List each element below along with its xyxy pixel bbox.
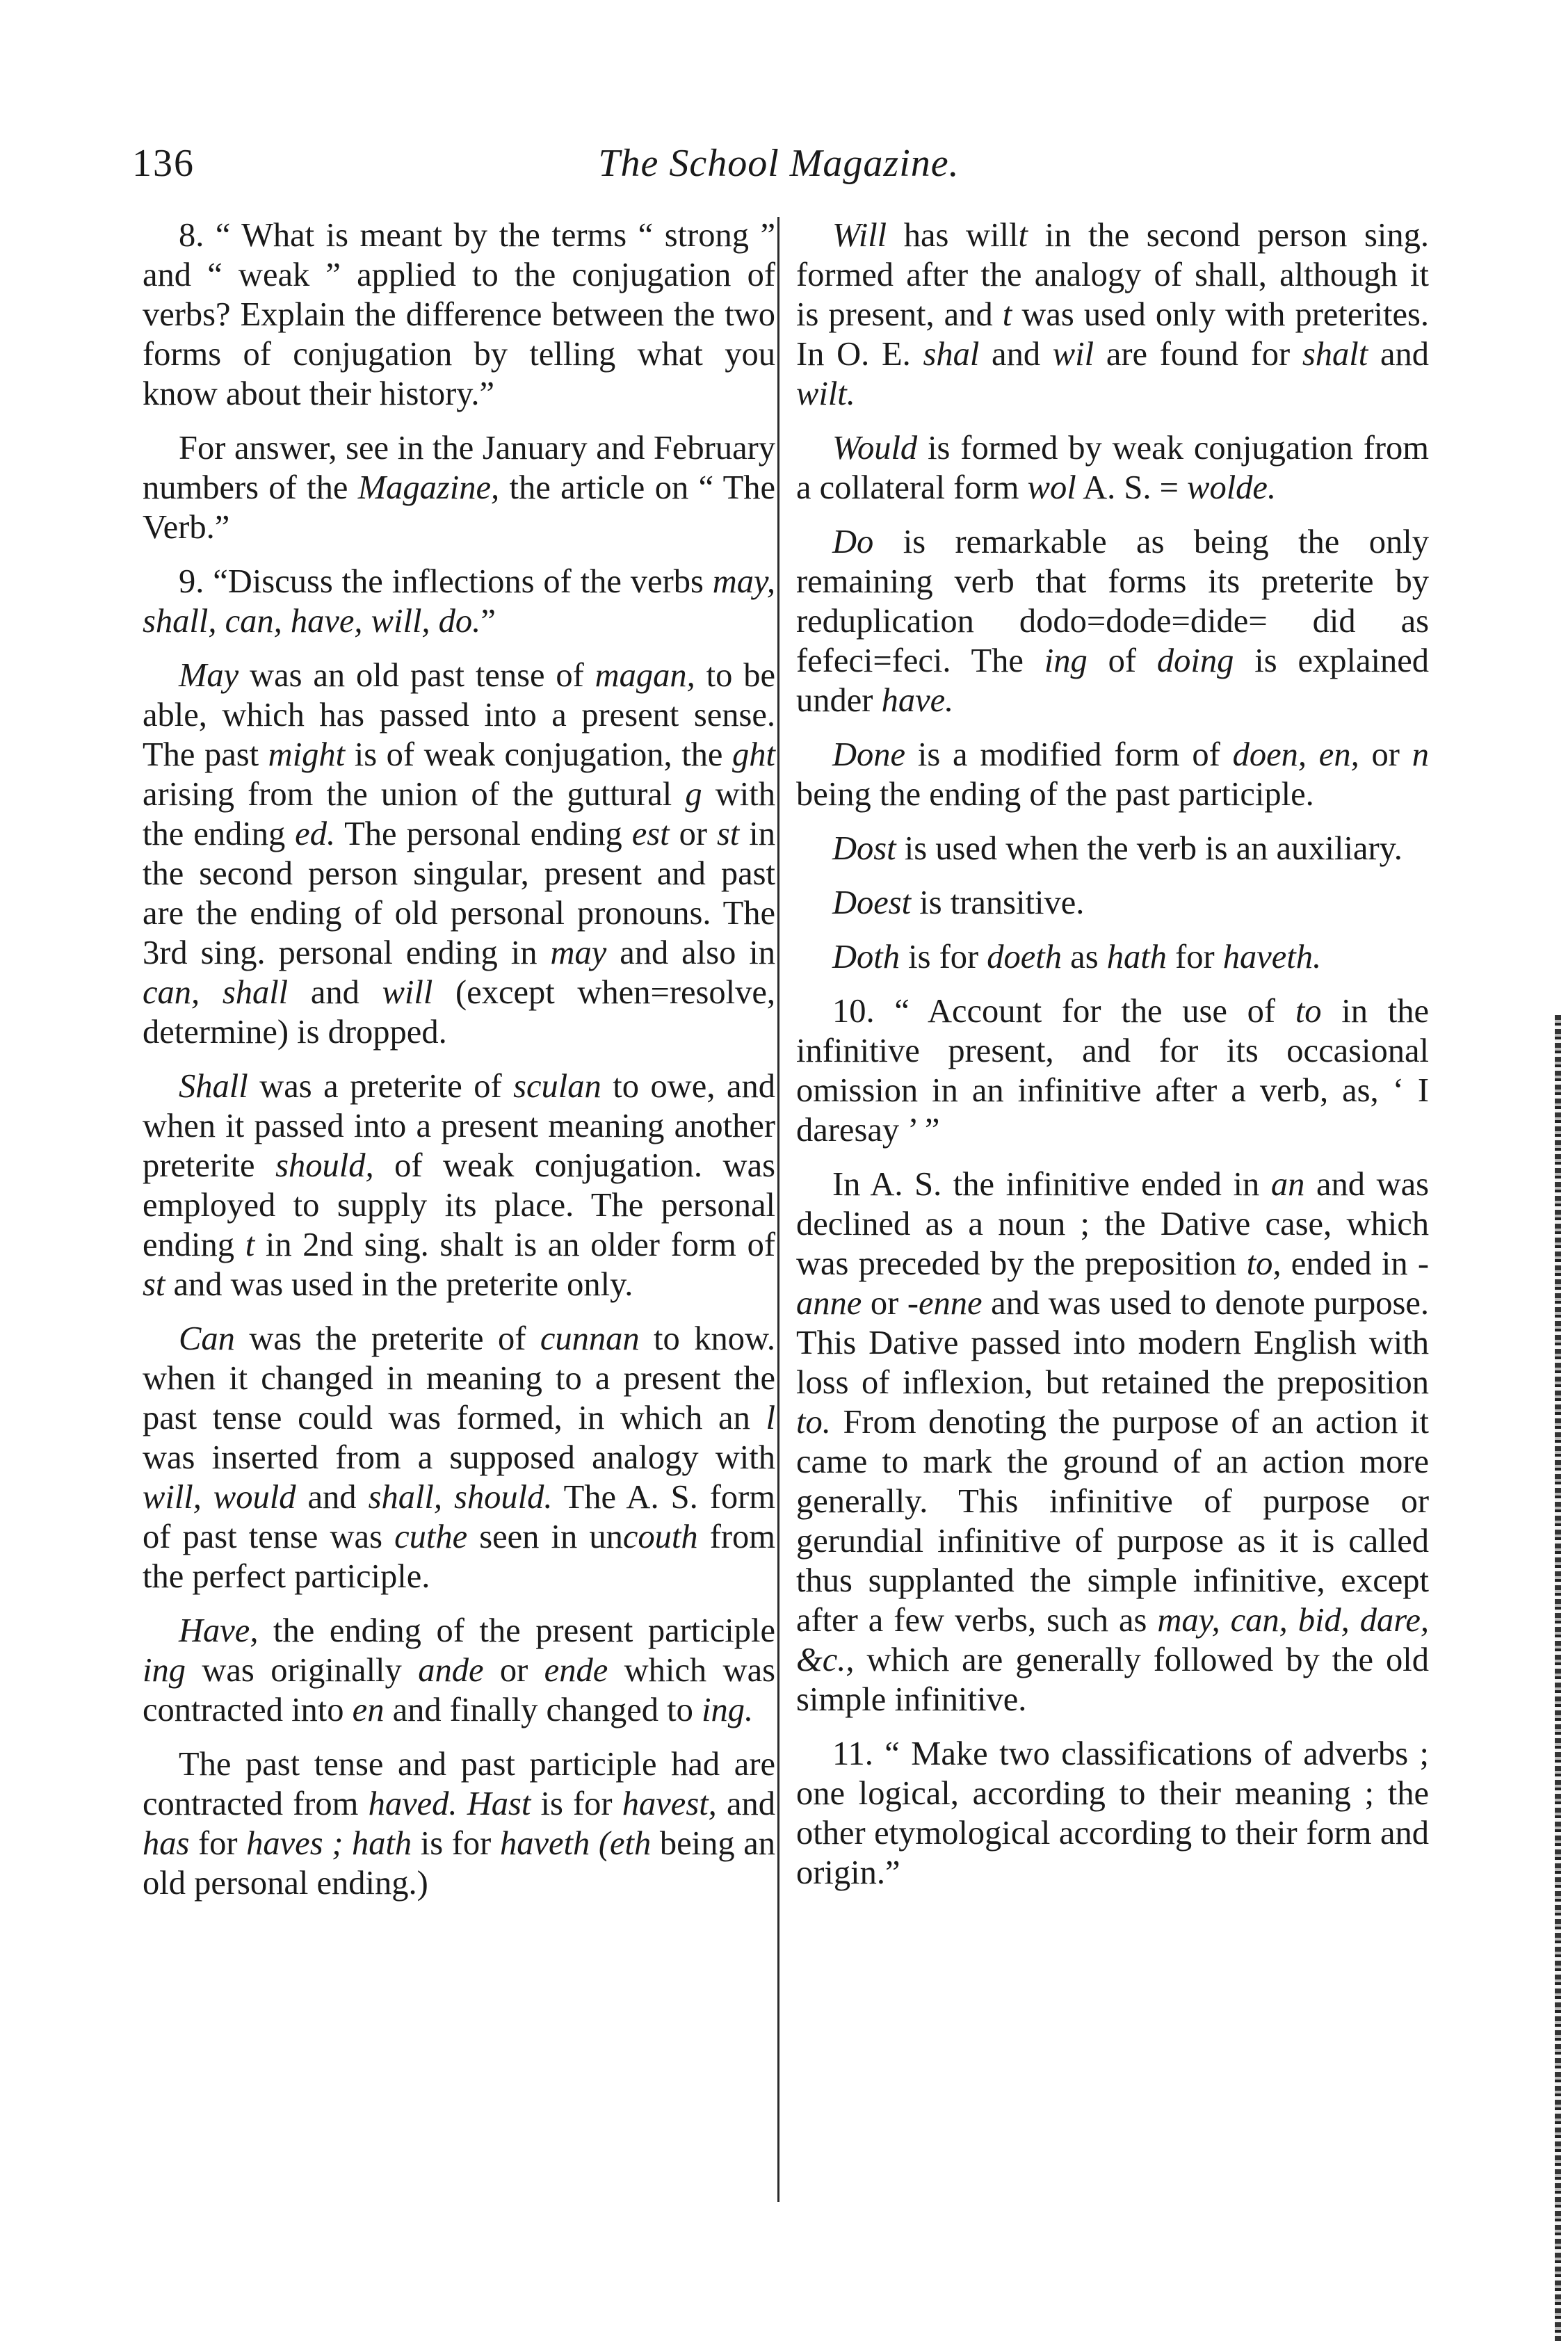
- paragraph: [143, 1744, 775, 1903]
- italic-run: shall, should.: [368, 1479, 553, 1516]
- italic-run: Doth: [832, 939, 900, 975]
- text-run: to owe, and when it passed into a present meaning another preterite: [143, 1068, 775, 1184]
- italic-run: st: [716, 816, 740, 852]
- italic-run: ing: [1044, 642, 1088, 679]
- page-edge-scan-artifact: [1555, 1015, 1561, 2341]
- text-run: being the ending of the past participle.: [796, 776, 1314, 813]
- italic-run: Dost: [832, 830, 896, 867]
- italic-run: couth: [622, 1518, 698, 1555]
- paragraph: [796, 1165, 1429, 1719]
- text-run: of: [1087, 642, 1157, 679]
- italic-run: ght: [732, 736, 775, 773]
- italic-run: have.: [881, 682, 954, 719]
- paragraph: [143, 428, 775, 547]
- text-run: as: [1062, 939, 1107, 975]
- running-title: The School Magazine.: [598, 142, 960, 185]
- paragraph: [796, 428, 1429, 508]
- italic-run: st: [143, 1266, 165, 1303]
- italic-run: est: [631, 816, 670, 852]
- italic-run: g: [685, 776, 702, 813]
- italic-run: wilt.: [796, 375, 855, 412]
- text-run: has will: [887, 217, 1019, 254]
- italic-run: will: [382, 974, 433, 1011]
- paragraph: [796, 216, 1429, 414]
- italic-run: t: [245, 1226, 255, 1263]
- italic-run: haveth (eth: [499, 1825, 652, 1862]
- italic-run: haves ; hath: [246, 1825, 412, 1862]
- italic-run: ande: [418, 1652, 484, 1689]
- paragraph: [796, 1734, 1429, 1893]
- text-run: and: [296, 1479, 369, 1516]
- italic-run: -enne: [907, 1285, 983, 1322]
- text-run: or: [1359, 736, 1412, 773]
- italic-run: shal: [923, 336, 980, 373]
- paragraph: [143, 216, 775, 414]
- italic-run: ed.: [295, 816, 336, 852]
- italic-run: cunnan: [540, 1320, 640, 1357]
- italic-run: doing: [1156, 642, 1234, 679]
- text-run: is used when the verb is an auxiliary.: [896, 830, 1403, 867]
- text-run: 9. “Discuss the inflections of the verbs: [179, 563, 713, 600]
- paragraph: [796, 883, 1429, 923]
- italic-run: an: [1270, 1166, 1305, 1203]
- italic-run: to.: [796, 1404, 831, 1441]
- italic-run: Have,: [179, 1612, 259, 1649]
- italic-run: t: [1002, 296, 1012, 333]
- paragraph: [143, 1067, 775, 1304]
- italic-run: to,: [1246, 1245, 1282, 1282]
- page-number: 136: [132, 142, 195, 185]
- text-run: was used only with preterites. In O. E.: [796, 296, 1429, 373]
- italic-run: Can: [179, 1320, 235, 1357]
- paragraph: [796, 522, 1429, 720]
- italic-run: will, would: [143, 1479, 296, 1516]
- text-run: was inserted from a supposed analogy with: [143, 1439, 775, 1476]
- text-run: is transitive.: [911, 884, 1085, 921]
- italic-run: Doest: [832, 884, 912, 921]
- text-run: which are generally followed by the old simple infinitive.: [796, 1642, 1429, 1718]
- text-run: 11. “ Make two classifications of adverbs ; one logical, according to their meaning ; the other etymological according to their form and origin.”: [796, 1735, 1429, 1891]
- italic-run: might: [268, 736, 346, 773]
- text-run: In A. S. the infinitive ended in: [832, 1166, 1271, 1203]
- italic-run: may: [550, 934, 607, 971]
- text-run: is remarkable as being the only remaining verb that forms its preterite by reduplication dodo=dode=dide= did as fefeci=feci. The: [796, 524, 1429, 679]
- italic-run: wil: [1052, 336, 1094, 373]
- text-run: and was declined as a noun ; the Dative case, which was preceded by the preposition: [796, 1166, 1429, 1282]
- italic-run: Would: [832, 430, 918, 467]
- right-column: [796, 216, 1429, 1907]
- text-run: and finally changed to: [384, 1692, 702, 1728]
- italic-run: en: [352, 1692, 385, 1728]
- italic-run: doen, en,: [1232, 736, 1359, 773]
- text-run: and was used to denote purpose. This Dative passed into modern English with loss of inflexion, but retained the preposition: [796, 1285, 1429, 1401]
- text-run: is for: [412, 1825, 500, 1862]
- italic-run: doeth: [987, 939, 1062, 975]
- italic-run: haved. Hast: [368, 1785, 531, 1822]
- italic-run: haveth.: [1222, 939, 1322, 975]
- italic-run: shalt: [1302, 336, 1368, 373]
- italic-run: wolde.: [1187, 469, 1277, 506]
- text-run: or: [862, 1285, 907, 1322]
- paragraph: [143, 656, 775, 1052]
- italic-run: may, shall, can, have, will, do.: [143, 563, 775, 640]
- text-run: and: [979, 336, 1053, 373]
- italic-run: should,: [275, 1147, 374, 1184]
- italic-run: l: [766, 1400, 775, 1436]
- italic-run: Magazine,: [357, 469, 500, 506]
- italic-run: to: [1295, 993, 1322, 1030]
- paragraph: [143, 562, 775, 641]
- italic-run: Will: [832, 217, 887, 254]
- page-header: [132, 132, 1425, 195]
- text-run: (except when=resolve, determine) is dropped.: [143, 974, 775, 1051]
- text-run: The personal ending: [335, 816, 632, 852]
- paragraph: [796, 937, 1429, 977]
- italic-run: Done: [832, 736, 906, 773]
- text-run: the ending of the present participle: [258, 1612, 775, 1649]
- left-column: [143, 216, 775, 1918]
- italic-run: cuthe: [394, 1518, 468, 1555]
- italic-run: May: [179, 657, 239, 694]
- text-run: in the second person sing. formed after the analogy of shall, although it is present, and: [796, 217, 1429, 333]
- text-run: the article on “ The Verb.”: [143, 469, 775, 546]
- text-run: or: [483, 1652, 544, 1689]
- text-run: is for: [531, 1785, 622, 1822]
- paragraph: [143, 1611, 775, 1730]
- paragraph: [796, 991, 1429, 1150]
- text-run: seen in un: [467, 1518, 623, 1555]
- text-run: for: [189, 1825, 247, 1862]
- text-run: in the second person singular, present and past are the ending of old personal pronouns. The 3rd sing. personal ending in: [143, 816, 775, 971]
- text-run: A. S. =: [1076, 469, 1188, 506]
- text-run: is of weak conjugation, the: [345, 736, 733, 773]
- text-run: ”: [480, 603, 496, 640]
- text-run: is formed by weak conjugation from a collateral form: [796, 430, 1429, 506]
- text-run: is a modified form of: [905, 736, 1233, 773]
- text-run: From denoting the purpose of an action it came to mark the ground of an action more generally. This infinitive of purpose or gerundial infinitive of purpose as it is called thus supplanted the simple infinitive, except after a few verbs, such as: [796, 1404, 1429, 1639]
- italic-run: ing: [143, 1652, 186, 1689]
- text-run: to know. when it changed in meaning to a present the past tense could was formed, in which an: [143, 1320, 775, 1436]
- text-run: being an old personal ending.): [143, 1825, 775, 1902]
- italic-run: sculan: [513, 1068, 601, 1105]
- text-run: For answer, see in the January and February numbers of the: [143, 430, 775, 506]
- italic-run: Shall: [179, 1068, 248, 1105]
- text-run: are found for: [1094, 336, 1302, 373]
- italic-run: n: [1412, 736, 1429, 773]
- italic-run: has: [143, 1825, 190, 1862]
- italic-run: t: [1018, 217, 1028, 254]
- text-run: was a preterite of: [248, 1068, 514, 1105]
- text-run: The A. S. form of past tense was: [143, 1479, 775, 1555]
- text-run: or: [669, 816, 717, 852]
- text-run: and was used in the preterite only.: [165, 1266, 633, 1303]
- italic-run: -anne: [796, 1245, 1429, 1322]
- text-run: The past tense and past participle had are contracted from: [143, 1746, 775, 1822]
- italic-run: hath: [1106, 939, 1167, 975]
- italic-run: magan,: [595, 657, 695, 694]
- text-run: was an old past tense of: [239, 657, 595, 694]
- italic-run: ing.: [702, 1692, 754, 1728]
- text-run: was the preterite of: [234, 1320, 540, 1357]
- text-run: in 2nd sing. shalt is an older form of: [254, 1226, 775, 1263]
- text-run: and also in: [606, 934, 775, 971]
- text-run: from the perfect participle.: [143, 1518, 775, 1595]
- text-run: with the ending: [143, 776, 775, 852]
- italic-run: wol: [1027, 469, 1076, 506]
- italic-run: Do: [832, 524, 874, 560]
- text-run: to be able, which has passed into a present sense. The past: [143, 657, 775, 773]
- text-run: in the infinitive present, and for its occasional omission in an infinitive after a verb, as, ‘ I daresay ’ ”: [796, 993, 1429, 1149]
- text-run: and: [288, 974, 382, 1011]
- paragraph: [796, 735, 1429, 814]
- text-run: for: [1166, 939, 1223, 975]
- text-run: arising from the union of the guttural: [143, 776, 686, 813]
- text-run: 8. “ What is meant by the terms “ strong ” and “ weak ” applied to the conjugation of verbs? Explain the difference between the two forms of conjugation by telling what you know about their history.”: [143, 217, 775, 412]
- column-divider: [777, 217, 779, 2202]
- italic-run: can, shall: [143, 974, 289, 1011]
- text-run: 10. “ Account for the use of: [832, 993, 1295, 1030]
- text-run: is explained under: [796, 642, 1429, 719]
- text-run: ended in: [1281, 1245, 1418, 1282]
- text-run: was originally: [185, 1652, 419, 1689]
- text-run: and: [1368, 336, 1429, 373]
- italic-run: ende: [544, 1652, 608, 1689]
- italic-run: may, can, bid, dare, &c.,: [796, 1602, 1429, 1678]
- paragraph: [796, 829, 1429, 868]
- text-run: and: [716, 1785, 775, 1822]
- text-run: is for: [900, 939, 987, 975]
- italic-run: havest,: [622, 1785, 717, 1822]
- text-run: which was contracted into: [143, 1652, 775, 1728]
- text-run: of weak conjugation. was employed to supply its place. The personal ending: [143, 1147, 775, 1263]
- paragraph: [143, 1319, 775, 1596]
